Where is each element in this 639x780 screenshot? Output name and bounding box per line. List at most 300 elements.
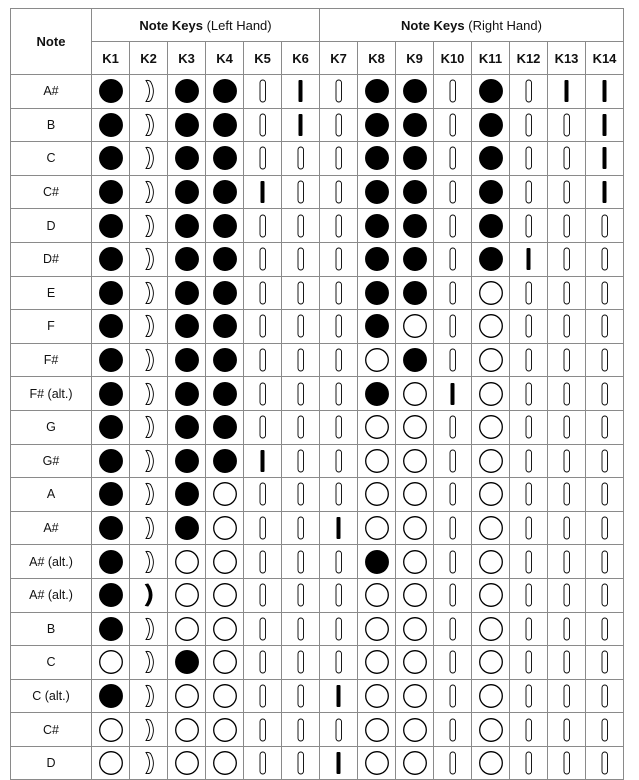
key-symbol-open [260, 685, 266, 707]
key-cell-k11 [472, 746, 510, 780]
key-symbol-open [298, 450, 304, 472]
key-symbol-closed [175, 114, 198, 137]
key-symbol-open [260, 147, 266, 169]
table-row [11, 276, 624, 310]
key-cell-k8 [358, 209, 396, 243]
key-symbol-open [336, 315, 342, 337]
key-symbol-open [564, 181, 570, 203]
key-symbol-open [146, 652, 153, 673]
table-row [11, 679, 624, 713]
key-cell-k4 [206, 310, 244, 344]
table-row [11, 377, 624, 411]
key-cell-k1 [92, 410, 130, 444]
key-symbol-open [336, 80, 342, 102]
key-symbol-open [450, 450, 456, 472]
key-symbol-open [336, 450, 342, 472]
table-row [11, 713, 624, 747]
key-cell-k1 [92, 478, 130, 512]
key-symbol-open [564, 282, 570, 304]
key-cell-k1 [92, 75, 130, 109]
key-symbol-closed [175, 181, 198, 204]
right-hand-group-title: Note Keys [401, 17, 465, 33]
note-name: B [11, 612, 92, 646]
key-cell-k2 [130, 175, 168, 209]
key-cell-k7 [320, 108, 358, 142]
key-cell-k13 [548, 310, 586, 344]
note-name: C [11, 142, 92, 176]
key-cell-k7 [320, 646, 358, 680]
key-cell-k8 [358, 142, 396, 176]
key-symbol-open [450, 752, 456, 774]
key-header-k1: K1 [92, 42, 130, 75]
key-symbol-open [146, 484, 153, 505]
key-cell-k2 [130, 410, 168, 444]
key-cell-k6 [282, 545, 320, 579]
key-symbol-open [526, 114, 532, 136]
key-cell-k9 [396, 511, 434, 545]
key-cell-k4 [206, 142, 244, 176]
key-symbol-closed [99, 450, 122, 473]
key-cell-k9 [396, 578, 434, 612]
table-row [11, 511, 624, 545]
key-symbol-open [526, 80, 532, 102]
key-cell-k9 [396, 478, 434, 512]
key-cell-k4 [206, 242, 244, 276]
key-cell-k4 [206, 646, 244, 680]
key-symbol-open [213, 752, 236, 775]
key-symbol-open [175, 685, 198, 708]
key-header-k10: K10 [434, 42, 472, 75]
key-cell-k8 [358, 679, 396, 713]
key-cell-k10 [434, 175, 472, 209]
key-cell-k7 [320, 242, 358, 276]
key-cell-k7 [320, 175, 358, 209]
key-symbol-open [146, 517, 153, 538]
key-cell-k4 [206, 343, 244, 377]
key-symbol-open [602, 383, 608, 405]
key-header-k11: K11 [472, 42, 510, 75]
key-symbol-closed [403, 147, 426, 170]
key-cell-k5 [244, 545, 282, 579]
table-row [11, 478, 624, 512]
key-cell-k10 [434, 209, 472, 243]
key-symbol-open [479, 483, 502, 506]
key-symbol-closed [336, 685, 340, 707]
key-cell-k1 [92, 142, 130, 176]
key-cell-k9 [396, 646, 434, 680]
key-cell-k5 [244, 175, 282, 209]
key-cell-k12 [510, 175, 548, 209]
key-cell-k2 [130, 75, 168, 109]
key-cell-k14 [586, 679, 624, 713]
key-symbol-open [298, 248, 304, 270]
key-cell-k10 [434, 276, 472, 310]
note-name: D# [11, 242, 92, 276]
key-symbol-open [365, 752, 388, 775]
key-symbol-open [450, 719, 456, 741]
key-header-k13: K13 [548, 42, 586, 75]
key-symbol-open [260, 517, 266, 539]
key-symbol-closed [260, 450, 264, 472]
note-name: G# [11, 444, 92, 478]
key-symbol-open [403, 685, 426, 708]
key-cell-k1 [92, 746, 130, 780]
key-cell-k2 [130, 679, 168, 713]
key-symbol-open [450, 248, 456, 270]
key-symbol-closed [175, 651, 198, 674]
key-cell-k12 [510, 242, 548, 276]
fingering-table [10, 8, 624, 780]
key-cell-k6 [282, 75, 320, 109]
key-cell-k13 [548, 545, 586, 579]
key-header-k7: K7 [320, 42, 358, 75]
key-symbol-open [403, 382, 426, 405]
key-symbol-open [564, 618, 570, 640]
key-symbol-open [479, 282, 502, 305]
key-symbol-open [365, 584, 388, 607]
key-cell-k9 [396, 142, 434, 176]
key-symbol-open [479, 450, 502, 473]
key-cell-k4 [206, 478, 244, 512]
key-cell-k4 [206, 75, 244, 109]
table-row [11, 746, 624, 780]
key-symbol-closed [479, 114, 502, 137]
key-symbol-open [336, 483, 342, 505]
key-cell-k1 [92, 242, 130, 276]
key-cell-k5 [244, 478, 282, 512]
key-symbol-closed [175, 416, 198, 439]
key-symbol-open [479, 416, 502, 439]
key-cell-k12 [510, 209, 548, 243]
key-cell-k4 [206, 175, 244, 209]
key-cell-k8 [358, 713, 396, 747]
key-cell-k8 [358, 75, 396, 109]
key-cell-k14 [586, 713, 624, 747]
key-symbol-open [479, 718, 502, 741]
key-symbol-closed [175, 483, 198, 506]
key-symbol-open [564, 685, 570, 707]
key-cell-k11 [472, 410, 510, 444]
key-symbol-open [365, 450, 388, 473]
key-cell-k2 [130, 545, 168, 579]
key-cell-k11 [472, 511, 510, 545]
key-cell-k6 [282, 612, 320, 646]
key-cell-k11 [472, 578, 510, 612]
key-symbol-open [450, 416, 456, 438]
key-symbol-open [564, 752, 570, 774]
key-symbol-open [564, 551, 570, 573]
key-cell-k5 [244, 746, 282, 780]
key-cell-k13 [548, 209, 586, 243]
key-cell-k5 [244, 410, 282, 444]
key-cell-k9 [396, 242, 434, 276]
key-cell-k6 [282, 746, 320, 780]
key-symbol-open [526, 450, 532, 472]
key-cell-k3 [168, 679, 206, 713]
key-symbol-open [526, 483, 532, 505]
key-symbol-open [602, 315, 608, 337]
key-cell-k14 [586, 108, 624, 142]
key-cell-k2 [130, 646, 168, 680]
key-symbol-open [146, 551, 153, 572]
key-cell-k8 [358, 646, 396, 680]
left-hand-group-title: Note Keys [139, 17, 203, 33]
key-cell-k3 [168, 209, 206, 243]
key-cell-k4 [206, 511, 244, 545]
key-cell-k12 [510, 713, 548, 747]
key-symbol-open [175, 617, 198, 640]
key-cell-k5 [244, 343, 282, 377]
key-symbol-closed [365, 214, 388, 237]
key-cell-k12 [510, 142, 548, 176]
key-cell-k14 [586, 612, 624, 646]
key-cell-k10 [434, 444, 472, 478]
key-cell-k3 [168, 713, 206, 747]
note-column-header: Note [11, 9, 92, 75]
note-name: F# (alt.) [11, 377, 92, 411]
table-row [11, 410, 624, 444]
key-symbol-open [336, 416, 342, 438]
key-cell-k2 [130, 310, 168, 344]
key-cell-k13 [548, 713, 586, 747]
key-cell-k10 [434, 746, 472, 780]
key-cell-k7 [320, 343, 358, 377]
key-cell-k8 [358, 242, 396, 276]
key-cell-k14 [586, 646, 624, 680]
key-symbol-open [564, 651, 570, 673]
key-symbol-closed [526, 248, 530, 270]
note-name: A# [11, 511, 92, 545]
key-symbol-closed [403, 282, 426, 305]
key-symbol-closed [365, 550, 388, 573]
key-cell-k9 [396, 612, 434, 646]
key-header-k12: K12 [510, 42, 548, 75]
key-header-k14: K14 [586, 42, 624, 75]
key-symbol-open [450, 517, 456, 539]
key-header-k9: K9 [396, 42, 434, 75]
key-symbol-open [602, 752, 608, 774]
key-symbol-open [450, 315, 456, 337]
key-symbol-open [526, 618, 532, 640]
table-row [11, 310, 624, 344]
key-symbol-open [602, 719, 608, 741]
left-hand-group-subtitle: (Left Hand) [206, 17, 272, 33]
key-cell-k2 [130, 276, 168, 310]
key-symbol-open [526, 719, 532, 741]
key-cell-k8 [358, 444, 396, 478]
key-cell-k8 [358, 746, 396, 780]
key-cell-k11 [472, 377, 510, 411]
key-cell-k3 [168, 108, 206, 142]
key-symbol-open [403, 651, 426, 674]
key-cell-k3 [168, 310, 206, 344]
key-header-k4: K4 [206, 42, 244, 75]
key-symbol-closed [479, 248, 502, 271]
key-symbol-open [260, 483, 266, 505]
key-symbol-open [260, 215, 266, 237]
key-symbol-open [336, 215, 342, 237]
key-symbol-open [450, 181, 456, 203]
key-symbol-open [526, 282, 532, 304]
key-symbol-open [602, 551, 608, 573]
key-cell-k10 [434, 310, 472, 344]
key-cell-k4 [206, 713, 244, 747]
key-cell-k6 [282, 444, 320, 478]
key-cell-k13 [548, 242, 586, 276]
right-hand-group-subtitle: (Right Hand) [468, 17, 542, 33]
key-symbol-open [602, 416, 608, 438]
key-cell-k3 [168, 646, 206, 680]
key-symbol-open [450, 215, 456, 237]
key-symbol-open [365, 718, 388, 741]
key-cell-k6 [282, 310, 320, 344]
key-cell-k5 [244, 444, 282, 478]
key-cell-k13 [548, 343, 586, 377]
table-row [11, 209, 624, 243]
key-cell-k5 [244, 377, 282, 411]
key-symbol-open [298, 315, 304, 337]
key-symbol-closed [213, 282, 236, 305]
key-symbol-closed [336, 752, 340, 774]
key-cell-k10 [434, 108, 472, 142]
key-symbol-open [602, 450, 608, 472]
key-symbol-open [526, 752, 532, 774]
key-cell-k7 [320, 746, 358, 780]
key-symbol-open [564, 719, 570, 741]
key-symbol-closed [403, 181, 426, 204]
key-symbol-open [564, 517, 570, 539]
key-symbol-closed [99, 181, 122, 204]
key-cell-k3 [168, 578, 206, 612]
key-cell-k1 [92, 343, 130, 377]
key-cell-k5 [244, 679, 282, 713]
key-symbol-open [602, 349, 608, 371]
key-symbol-open [213, 651, 236, 674]
key-cell-k3 [168, 377, 206, 411]
key-symbol-open [365, 685, 388, 708]
key-cell-k5 [244, 75, 282, 109]
key-cell-k7 [320, 713, 358, 747]
key-symbol-open [479, 550, 502, 573]
key-cell-k8 [358, 343, 396, 377]
key-symbol-open [403, 450, 426, 473]
key-symbol-open [403, 483, 426, 506]
key-cell-k11 [472, 478, 510, 512]
key-symbol-open [298, 651, 304, 673]
key-cell-k10 [434, 343, 472, 377]
key-cell-k1 [92, 612, 130, 646]
key-cell-k7 [320, 545, 358, 579]
key-cell-k12 [510, 108, 548, 142]
key-cell-k3 [168, 242, 206, 276]
key-symbol-open [298, 215, 304, 237]
key-cell-k12 [510, 646, 548, 680]
key-cell-k14 [586, 444, 624, 478]
key-symbol-open [146, 719, 153, 740]
key-cell-k12 [510, 679, 548, 713]
key-symbol-open [260, 752, 266, 774]
key-cell-k3 [168, 746, 206, 780]
key-symbol-open [602, 517, 608, 539]
note-name: D [11, 209, 92, 243]
key-cell-k7 [320, 444, 358, 478]
key-symbol-closed [175, 315, 198, 338]
key-cell-k1 [92, 310, 130, 344]
key-symbol-closed [213, 147, 236, 170]
table-row [11, 612, 624, 646]
key-symbol-open [526, 685, 532, 707]
key-symbol-open [450, 483, 456, 505]
note-name: G [11, 410, 92, 444]
key-symbol-open [99, 651, 122, 674]
key-symbol-open [336, 551, 342, 573]
key-cell-k1 [92, 511, 130, 545]
key-symbol-open [602, 215, 608, 237]
key-symbol-open [146, 316, 153, 337]
key-cell-k2 [130, 343, 168, 377]
key-symbol-open [213, 718, 236, 741]
table-row [11, 75, 624, 109]
key-symbol-open [564, 248, 570, 270]
key-symbol-closed [213, 248, 236, 271]
key-cell-k9 [396, 108, 434, 142]
key-symbol-open [526, 416, 532, 438]
key-cell-k7 [320, 478, 358, 512]
key-symbol-open [564, 215, 570, 237]
key-symbol-open [298, 147, 304, 169]
key-header-k3: K3 [168, 42, 206, 75]
key-symbol-open [479, 584, 502, 607]
key-symbol-open [336, 282, 342, 304]
key-cell-k4 [206, 209, 244, 243]
key-symbol-open [146, 148, 153, 169]
key-symbol-closed [99, 114, 122, 137]
key-symbol-open [479, 349, 502, 372]
key-symbol-open [146, 249, 153, 270]
key-symbol-open [213, 517, 236, 540]
key-cell-k9 [396, 343, 434, 377]
key-cell-k13 [548, 175, 586, 209]
key-cell-k12 [510, 578, 548, 612]
key-cell-k4 [206, 108, 244, 142]
key-cell-k13 [548, 646, 586, 680]
key-cell-k7 [320, 578, 358, 612]
key-symbol-open [450, 551, 456, 573]
key-symbol-open [146, 349, 153, 370]
key-symbol-closed [175, 80, 198, 103]
key-symbol-closed [336, 517, 340, 539]
key-cell-k1 [92, 377, 130, 411]
key-cell-k9 [396, 746, 434, 780]
key-cell-k7 [320, 679, 358, 713]
key-cell-k5 [244, 578, 282, 612]
key-symbol-open [450, 114, 456, 136]
key-symbol-closed [365, 147, 388, 170]
key-symbol-open [146, 383, 153, 404]
key-cell-k11 [472, 142, 510, 176]
key-symbol-open [564, 483, 570, 505]
table-row [11, 578, 624, 612]
key-symbol-open [298, 517, 304, 539]
key-symbol-open [336, 181, 342, 203]
key-symbol-open [403, 718, 426, 741]
key-symbol-open [450, 147, 456, 169]
key-symbol-open [479, 752, 502, 775]
note-name: C [11, 646, 92, 680]
key-cell-k12 [510, 478, 548, 512]
key-symbol-open [479, 315, 502, 338]
key-cell-k4 [206, 545, 244, 579]
